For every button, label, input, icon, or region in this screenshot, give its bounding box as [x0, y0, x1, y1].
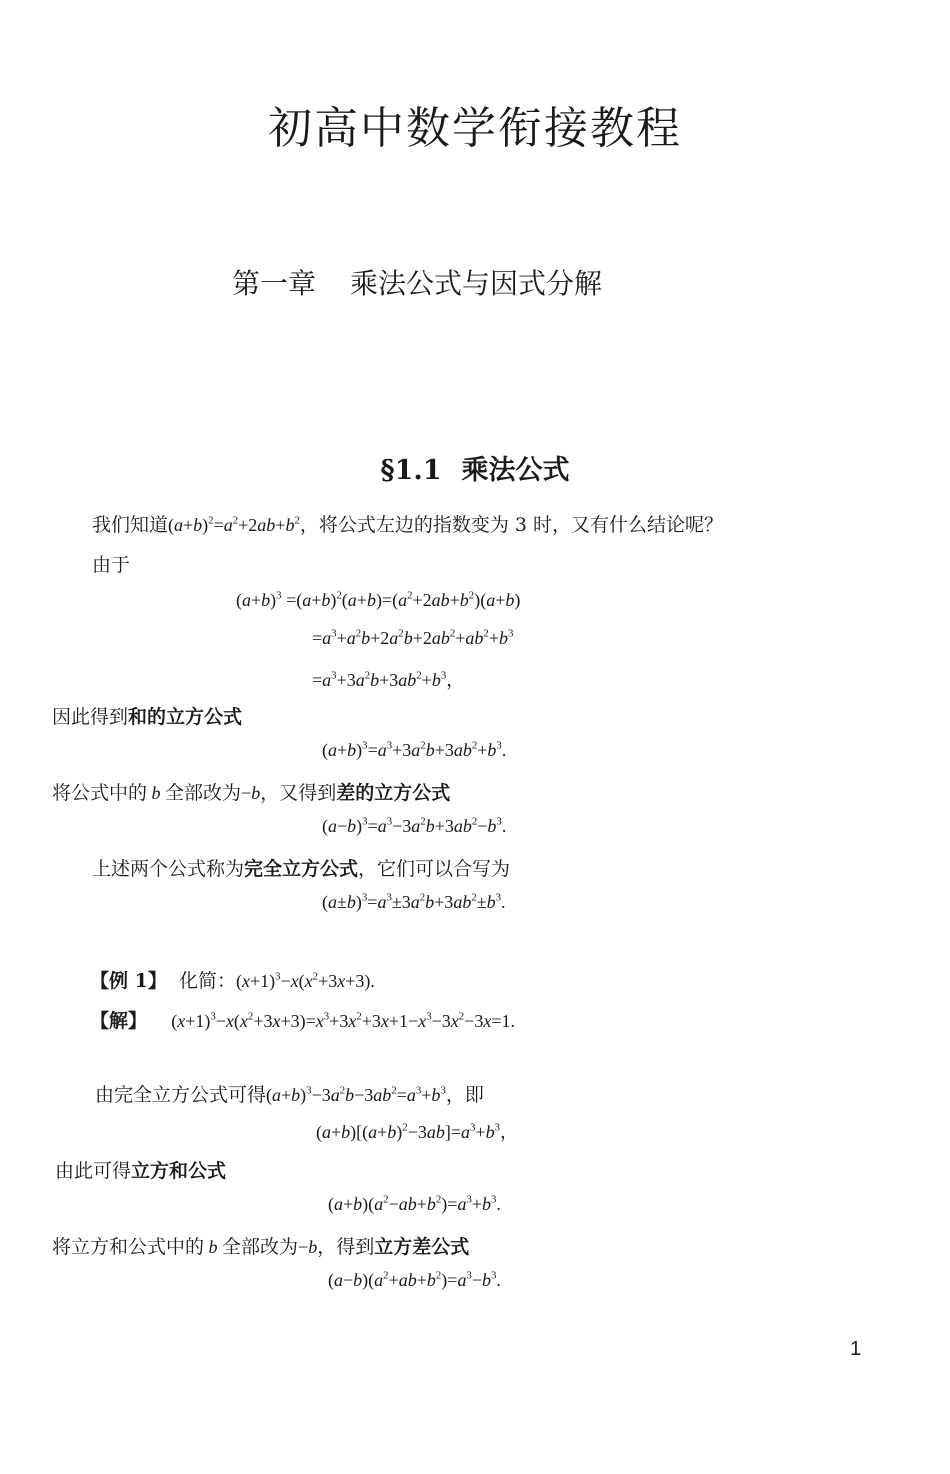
- since-label: 由于: [92, 554, 131, 576]
- chapter-label: 第一章: [232, 267, 317, 300]
- intro-formula: $(a+b)^2=a^2+2ab+b^2$: [168, 514, 300, 535]
- cube-sum-derivation: 由完全立方公式可得$(a+b)^3-3a^2b-3ab^2=a^3+b^3$，即: [95, 1084, 484, 1106]
- combined-formula: $(a\pm b)^3=a^3\pm 3a^2b+3ab^2\pm b^3$.: [322, 891, 506, 912]
- diff-cube-name: 差的立方公式: [336, 782, 451, 804]
- example-1: 【例 1】 化简：$(x+1)^3-x(x^2+3x+3)$.: [90, 970, 375, 992]
- intro-paragraph: 我们知道$(a+b)^2=a^2+2ab+b^2$，将公式左边的指数变为 3 时，又有什么结论呢？: [92, 514, 724, 536]
- cube-sum-name: 立方和公式: [131, 1160, 227, 1182]
- section-title: 乘法公式: [461, 455, 570, 486]
- derivation-line-1: $(a+b)^3 =(a+b)^2(a+b)=(a^2+2ab+b^2)(a+b)$: [236, 589, 521, 610]
- solution-expression: $(x+1)^3-x(x^2+3x+3)=x^3+3x^2+3x+1-x^3-3x^2-3x=1$.: [171, 1010, 515, 1031]
- derivation-line-2: $=a^3+a^2b+2a^2b+2ab^2+ab^2+b^3$: [312, 627, 514, 648]
- cube-sum-formula: $(a+b)(a^2-ab+b^2)=a^3+b^3$.: [328, 1193, 501, 1214]
- section-heading: [0, 448, 950, 487]
- cube-diff-name: 立方差公式: [374, 1236, 470, 1258]
- example-label: 【例 1】: [90, 970, 167, 992]
- cube-diff-formula: $(a-b)(a^2+ab+b^2)=a^3-b^3$.: [328, 1269, 501, 1290]
- diff-cube-intro: 将公式中的 b 全部改为−b，又得到差的立方公式: [52, 782, 451, 804]
- solution-label: 【解】: [90, 1010, 148, 1032]
- sum-cube-intro: 因此得到和的立方公式: [52, 706, 243, 728]
- sum-cube-formula: $(a+b)^3=a^3+3a^2b+3ab^2+b^3$.: [322, 739, 507, 760]
- derivation-line-3: $=a^3+3a^2b+3ab^2+b^3$，: [312, 669, 465, 690]
- sum-cube-name: 和的立方公式: [128, 706, 243, 728]
- section-number: §1.1: [380, 455, 442, 486]
- combined-name: 完全立方公式: [244, 858, 359, 880]
- page-number: 1: [850, 1338, 862, 1360]
- diff-cube-formula: $(a-b)^3=a^3-3a^2b+3ab^2-b^3$.: [322, 815, 507, 836]
- cube-sum-step: $(a+b)[(a+b)^2-3ab]=a^3+b^3$，: [316, 1121, 518, 1142]
- combined-intro: 上述两个公式称为完全立方公式，它们可以合写为: [92, 858, 511, 880]
- chapter-title: 乘法公式与因式分解: [350, 267, 603, 300]
- book-title: 初高中数学衔接教程: [268, 103, 682, 154]
- cube-diff-intro: 将立方和公式中的 b 全部改为−b，得到立方差公式: [52, 1236, 470, 1258]
- example-solution: [90, 1006, 515, 1033]
- chapter-heading: [232, 262, 602, 302]
- example-expression: $(x+1)^3-x(x^2+3x+3)$.: [235, 970, 375, 991]
- cube-sum-intro: 由此可得立方和公式: [55, 1160, 227, 1182]
